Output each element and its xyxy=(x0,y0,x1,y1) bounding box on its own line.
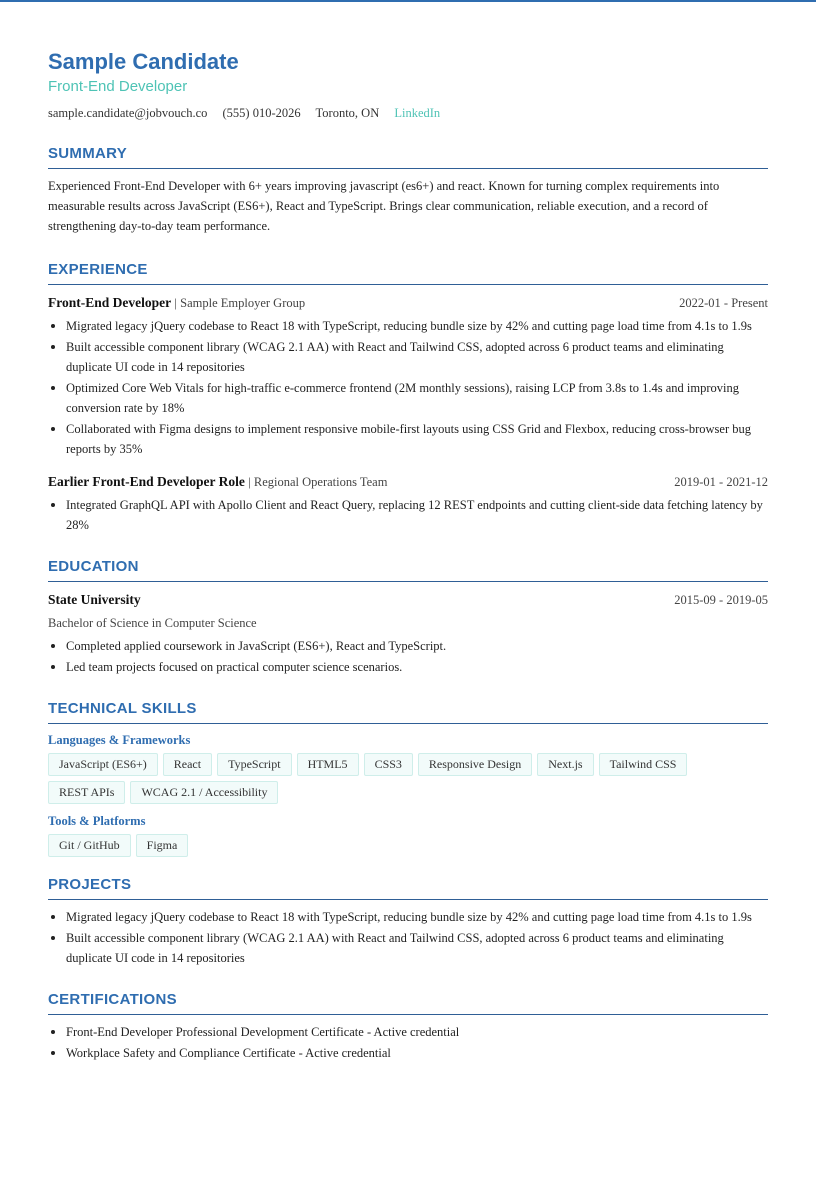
list-item: Collaborated with Figma designs to implement responsive mobile-first layouts using CSS Grid and Flexbox, reducing cross-browser bug reports by 35% xyxy=(48,419,768,459)
skill-chip: HTML5 xyxy=(297,753,359,776)
job-title: Front-End Developer xyxy=(48,295,172,310)
job-date: 2019-01 - 2021-12 xyxy=(674,475,768,489)
skill-chip: JavaScript (ES6+) xyxy=(48,753,158,776)
job-organization: Regional Operations Team xyxy=(253,475,388,489)
resume-page xyxy=(48,48,768,1064)
top-accent-bar xyxy=(0,0,816,2)
list-item: Migrated legacy jQuery codebase to React 18 with TypeScript, reducing bundle size by 42% and cutting page load time from 4.1s to 1.9s xyxy=(48,907,768,927)
job-separator: | xyxy=(248,475,251,489)
skills-heading: TECHNICAL SKILLS xyxy=(48,699,768,724)
skills-section xyxy=(48,699,768,857)
education-date: 2015-09 - 2019-05 xyxy=(674,593,768,607)
candidate-role: Front-End Developer xyxy=(48,78,188,95)
list-item: Integrated GraphQL API with Apollo Client and React Query, replacing 12 REST endpoints and cutting client-side data fetching latency by 28% xyxy=(48,495,768,535)
degree-name: Bachelor of Science in Computer Science xyxy=(48,616,257,630)
job-title: Earlier Front-End Developer Role xyxy=(48,474,245,489)
skill-chip: Responsive Design xyxy=(418,753,532,776)
job-date: 2022-01 - Present xyxy=(679,296,768,310)
job-header xyxy=(48,471,768,493)
education-section xyxy=(48,557,768,677)
summary-text: Experienced Front-End Developer with 6+ years improving javascript (es6+) and react. Known for turning complex requirements into measurable results across JavaScript (ES6+), React and TypeScript. Brings clear communication, reliable execution, and a record of strengthening day-to-day team performance. xyxy=(48,179,720,233)
projects-heading: PROJECTS xyxy=(48,875,768,900)
job-separator: | xyxy=(174,296,177,310)
job-bullets xyxy=(48,495,768,535)
project-bullets xyxy=(48,907,768,968)
education-header xyxy=(48,589,768,611)
skill-chip: REST APIs xyxy=(48,781,125,804)
list-item: Built accessible component library (WCAG 2.1 AA) with React and Tailwind CSS, adopted across 6 product teams and eliminating duplicate UI code in 14 repositories xyxy=(48,928,768,968)
skill-chip: TypeScript xyxy=(217,753,291,776)
candidate-name: Sample Candidate xyxy=(48,49,239,74)
skill-chips xyxy=(48,834,768,857)
certification-bullets xyxy=(48,1022,768,1063)
skill-chip: React xyxy=(163,753,212,776)
linkedin-link[interactable]: LinkedIn xyxy=(394,106,441,120)
certifications-heading: CERTIFICATIONS xyxy=(48,990,768,1015)
school-name: State University xyxy=(48,592,141,607)
job-header xyxy=(48,292,768,314)
experience-section xyxy=(48,260,768,535)
list-item: Front-End Developer Professional Development Certificate - Active credential xyxy=(48,1022,768,1042)
experience-heading: EXPERIENCE xyxy=(48,260,768,285)
skill-chip: Tailwind CSS xyxy=(599,753,688,776)
education-heading: EDUCATION xyxy=(48,557,768,582)
skill-chip: WCAG 2.1 / Accessibility xyxy=(130,781,278,804)
summary-heading: SUMMARY xyxy=(48,144,768,169)
list-item: Migrated legacy jQuery codebase to React 18 with TypeScript, reducing bundle size by 42% and cutting page load time from 4.1s to 1.9s xyxy=(48,316,768,336)
job-entry xyxy=(48,292,768,459)
summary-section xyxy=(48,144,768,236)
skill-group-label: Languages & Frameworks xyxy=(48,733,191,747)
contact-location: Toronto, ON xyxy=(315,106,380,120)
skill-chip: CSS3 xyxy=(364,753,413,776)
resume-header xyxy=(48,48,768,122)
skill-group-label: Tools & Platforms xyxy=(48,814,146,828)
job-bullets xyxy=(48,316,768,459)
job-entry xyxy=(48,471,768,535)
list-item: Optimized Core Web Vitals for high-traffic e-commerce frontend (2M monthly sessions), raising LCP from 3.8s to 1.4s and improving conversion rate by 18% xyxy=(48,378,768,418)
list-item: Built accessible component library (WCAG 2.1 AA) with React and Tailwind CSS, adopted across 6 product teams and eliminating duplicate UI code in 14 repositories xyxy=(48,337,768,377)
list-item: Led team projects focused on practical computer science scenarios. xyxy=(48,657,768,677)
list-item: Workplace Safety and Compliance Certificate - Active credential xyxy=(48,1043,768,1063)
contact-phone: (555) 010-2026 xyxy=(222,106,301,120)
skill-chip: Next.js xyxy=(537,753,593,776)
projects-section xyxy=(48,875,768,968)
contact-email[interactable]: sample.candidate@jobvouch.co xyxy=(48,106,208,120)
list-item: Completed applied coursework in JavaScript (ES6+), React and TypeScript. xyxy=(48,636,768,656)
skill-chip: Figma xyxy=(136,834,189,857)
education-bullets xyxy=(48,636,768,677)
skill-chips xyxy=(48,753,768,804)
contact-line xyxy=(48,104,768,122)
skill-chip: Git / GitHub xyxy=(48,834,131,857)
job-organization: Sample Employer Group xyxy=(180,296,306,310)
certifications-section xyxy=(48,990,768,1063)
